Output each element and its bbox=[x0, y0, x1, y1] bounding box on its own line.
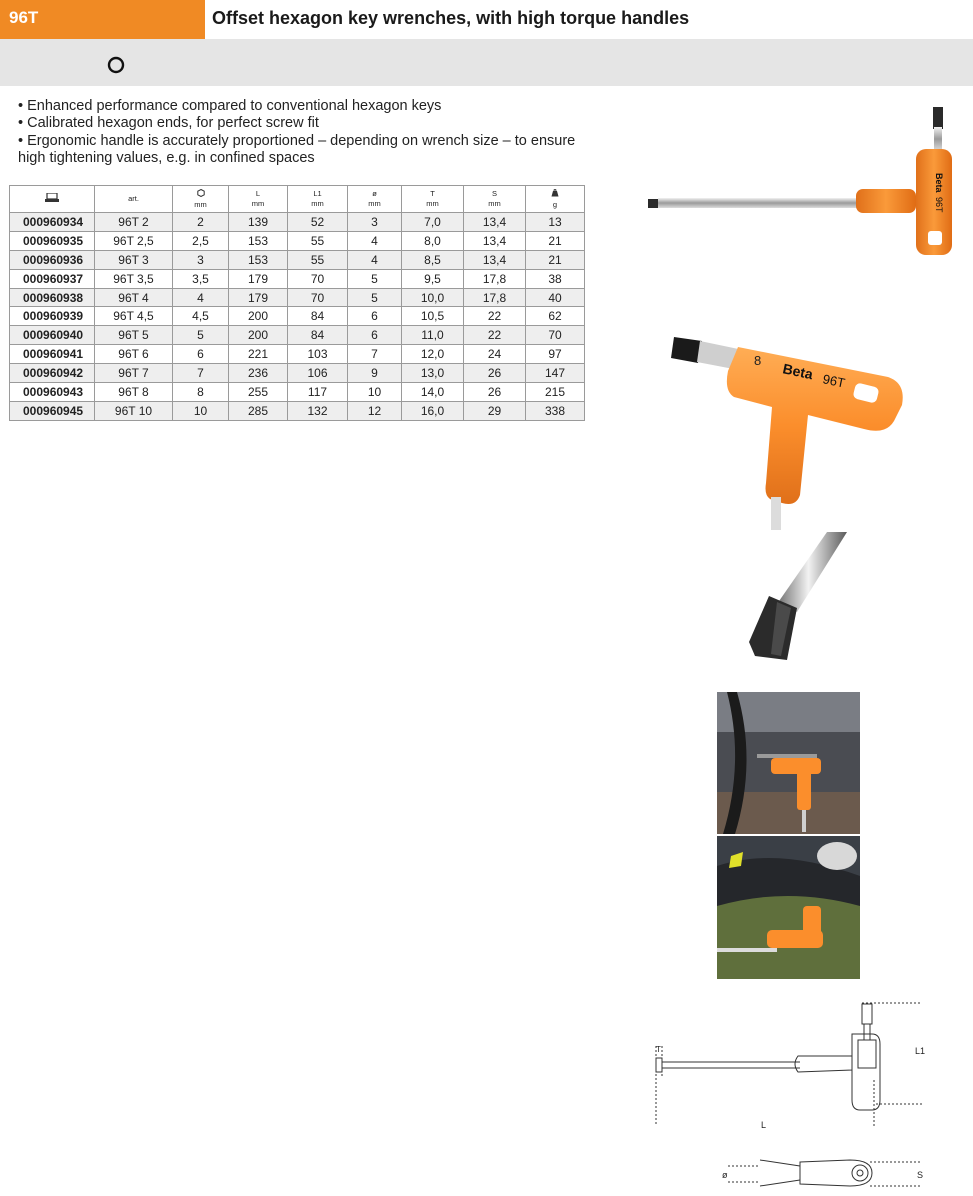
dimension-label-T: T bbox=[656, 1045, 661, 1054]
handle-size-label: 8 bbox=[754, 353, 762, 368]
handle-model-label: 96T bbox=[821, 371, 847, 391]
table-cell-code: 000960936 bbox=[10, 250, 95, 269]
table-cell: 200 bbox=[229, 307, 288, 326]
table-cell: 21 bbox=[526, 231, 585, 250]
column-header-L: L mm bbox=[229, 186, 288, 213]
table-cell-code: 000960934 bbox=[10, 213, 95, 232]
table-cell: 70 bbox=[288, 288, 348, 307]
column-header-S: S mm bbox=[464, 186, 526, 213]
table-cell-code: 000960945 bbox=[10, 401, 95, 420]
table-cell-code: 000960942 bbox=[10, 364, 95, 383]
feature-item: • Ergonomic handle is accurately proportioned – depending on wrench size – to ensure high tightening values, e.g. in confined spaces bbox=[18, 132, 576, 166]
table-cell: 8,5 bbox=[402, 250, 464, 269]
table-cell: 10,0 bbox=[402, 288, 464, 307]
page-title: Offset hexagon key wrenches, with high torque handles bbox=[212, 8, 690, 28]
table-cell: 13 bbox=[526, 213, 585, 232]
table-cell: 62 bbox=[526, 307, 585, 326]
product-code-box bbox=[0, 0, 205, 39]
table-cell: 117 bbox=[288, 383, 348, 402]
table-row bbox=[10, 213, 585, 232]
table-cell: 139 bbox=[229, 213, 288, 232]
spec-table bbox=[9, 185, 585, 421]
column-header-L1: L1 mm bbox=[288, 186, 348, 213]
table-cell: 96T 5 bbox=[95, 326, 173, 345]
product-code: 96T bbox=[9, 8, 39, 27]
table-cell: 106 bbox=[288, 364, 348, 383]
table-row bbox=[10, 326, 585, 345]
table-cell: 29 bbox=[464, 401, 526, 420]
table-cell: 6 bbox=[348, 326, 402, 345]
table-cell: 7 bbox=[348, 345, 402, 364]
weight-icon bbox=[551, 189, 559, 197]
table-cell: 5 bbox=[348, 288, 402, 307]
table-cell: 96T 10 bbox=[95, 401, 173, 420]
table-cell: 3,5 bbox=[173, 269, 229, 288]
dimension-label-L1: L1 bbox=[915, 1046, 926, 1056]
feature-item: • Calibrated hexagon ends, for perfect screw fit bbox=[18, 115, 319, 132]
table-cell: 96T 2 bbox=[95, 213, 173, 232]
product-photo-in-use-hands bbox=[717, 836, 860, 979]
table-cell: 12 bbox=[348, 401, 402, 420]
hexagon-size-icon bbox=[197, 189, 205, 197]
table-cell: 103 bbox=[288, 345, 348, 364]
handle-brand-label: Beta bbox=[934, 173, 944, 193]
table-cell: 9,5 bbox=[402, 269, 464, 288]
table-cell: 55 bbox=[288, 250, 348, 269]
table-cell: 22 bbox=[464, 326, 526, 345]
column-header-size: mm bbox=[173, 186, 229, 213]
table-row bbox=[10, 231, 585, 250]
table-cell: 200 bbox=[229, 326, 288, 345]
table-cell: 255 bbox=[229, 383, 288, 402]
table-row bbox=[10, 364, 585, 383]
table-cell: 2,5 bbox=[173, 231, 229, 250]
table-cell: 3 bbox=[173, 250, 229, 269]
table-cell: 179 bbox=[229, 288, 288, 307]
table-row bbox=[10, 383, 585, 402]
handle-brand-label: Beta bbox=[781, 360, 815, 383]
table-cell: 96T 4 bbox=[95, 288, 173, 307]
table-cell: 338 bbox=[526, 401, 585, 420]
feature-item: • Enhanced performance compared to conventional hexagon keys bbox=[18, 98, 442, 114]
table-cell: 8 bbox=[173, 383, 229, 402]
table-cell: 13,4 bbox=[464, 250, 526, 269]
table-cell: 52 bbox=[288, 213, 348, 232]
table-cell: 4,5 bbox=[173, 307, 229, 326]
table-cell: 7 bbox=[173, 364, 229, 383]
table-cell: 55 bbox=[288, 231, 348, 250]
dimension-label-diameter: ø bbox=[722, 1170, 728, 1180]
table-cell: 11,0 bbox=[402, 326, 464, 345]
table-cell: 10 bbox=[348, 383, 402, 402]
table-cell: 14,0 bbox=[402, 383, 464, 402]
table-cell: 4 bbox=[173, 288, 229, 307]
table-cell: 96T 2,5 bbox=[95, 231, 173, 250]
dimension-label-L: L bbox=[761, 1120, 767, 1130]
product-photo-handle-closeup bbox=[668, 325, 908, 530]
table-cell: 5 bbox=[173, 326, 229, 345]
table-cell: 6 bbox=[173, 345, 229, 364]
table-cell: 96T 8 bbox=[95, 383, 173, 402]
feature-list bbox=[18, 98, 578, 167]
table-cell: 221 bbox=[229, 345, 288, 364]
hexagon-icon bbox=[107, 56, 125, 74]
table-cell: 13,4 bbox=[464, 213, 526, 232]
table-cell: 26 bbox=[464, 364, 526, 383]
column-header-art: art. bbox=[95, 186, 173, 213]
table-cell: 26 bbox=[464, 383, 526, 402]
table-cell: 215 bbox=[526, 383, 585, 402]
table-cell: 16,0 bbox=[402, 401, 464, 420]
table-row bbox=[10, 345, 585, 364]
table-cell: 4 bbox=[348, 250, 402, 269]
table-cell: 132 bbox=[288, 401, 348, 420]
table-cell: 70 bbox=[288, 269, 348, 288]
column-header-code bbox=[10, 186, 95, 213]
table-cell: 285 bbox=[229, 401, 288, 420]
table-cell: 10,5 bbox=[402, 307, 464, 326]
product-photo-side-view bbox=[648, 103, 958, 258]
table-cell-code: 000960935 bbox=[10, 231, 95, 250]
table-cell: 153 bbox=[229, 250, 288, 269]
symbol-band bbox=[0, 39, 973, 86]
table-cell: 4 bbox=[348, 231, 402, 250]
table-header-row bbox=[10, 186, 585, 213]
column-header-weight: g bbox=[526, 186, 585, 213]
table-cell-code: 000960941 bbox=[10, 345, 95, 364]
page-header bbox=[0, 0, 973, 39]
table-cell: 24 bbox=[464, 345, 526, 364]
table-row bbox=[10, 401, 585, 420]
table-cell: 13,4 bbox=[464, 231, 526, 250]
table-cell-code: 000960938 bbox=[10, 288, 95, 307]
table-cell: 38 bbox=[526, 269, 585, 288]
table-cell: 153 bbox=[229, 231, 288, 250]
table-cell: 17,8 bbox=[464, 269, 526, 288]
table-cell-code: 000960937 bbox=[10, 269, 95, 288]
dimension-label-S: S bbox=[917, 1170, 924, 1180]
table-cell: 70 bbox=[526, 326, 585, 345]
table-row bbox=[10, 269, 585, 288]
table-cell: 236 bbox=[229, 364, 288, 383]
table-cell: 179 bbox=[229, 269, 288, 288]
table-cell: 97 bbox=[526, 345, 585, 364]
barcode-icon bbox=[44, 193, 60, 203]
table-cell-code: 000960940 bbox=[10, 326, 95, 345]
table-cell: 84 bbox=[288, 307, 348, 326]
table-cell: 5 bbox=[348, 269, 402, 288]
table-cell: 17,8 bbox=[464, 288, 526, 307]
table-cell: 147 bbox=[526, 364, 585, 383]
table-cell: 96T 6 bbox=[95, 345, 173, 364]
table-row bbox=[10, 307, 585, 326]
handle-model-label: 96T bbox=[934, 197, 944, 213]
table-row bbox=[10, 288, 585, 307]
technical-drawing bbox=[640, 1000, 940, 1196]
table-cell: 96T 3 bbox=[95, 250, 173, 269]
product-photo-in-use-bicycle bbox=[717, 692, 860, 834]
table-cell-code: 000960939 bbox=[10, 307, 95, 326]
table-cell: 96T 7 bbox=[95, 364, 173, 383]
table-cell: 96T 4,5 bbox=[95, 307, 173, 326]
table-cell: 8,0 bbox=[402, 231, 464, 250]
table-cell: 40 bbox=[526, 288, 585, 307]
table-cell-code: 000960943 bbox=[10, 383, 95, 402]
table-cell: 13,0 bbox=[402, 364, 464, 383]
table-row bbox=[10, 250, 585, 269]
product-photo-tip-closeup bbox=[747, 532, 867, 662]
table-cell: 12,0 bbox=[402, 345, 464, 364]
table-cell: 21 bbox=[526, 250, 585, 269]
table-cell: 84 bbox=[288, 326, 348, 345]
table-cell: 7,0 bbox=[402, 213, 464, 232]
table-cell: 9 bbox=[348, 364, 402, 383]
column-header-T: T mm bbox=[402, 186, 464, 213]
table-cell: 2 bbox=[173, 213, 229, 232]
table-cell: 6 bbox=[348, 307, 402, 326]
table-cell: 3 bbox=[348, 213, 402, 232]
column-header-diameter: ø mm bbox=[348, 186, 402, 213]
table-cell: 10 bbox=[173, 401, 229, 420]
table-cell: 22 bbox=[464, 307, 526, 326]
table-cell: 96T 3,5 bbox=[95, 269, 173, 288]
